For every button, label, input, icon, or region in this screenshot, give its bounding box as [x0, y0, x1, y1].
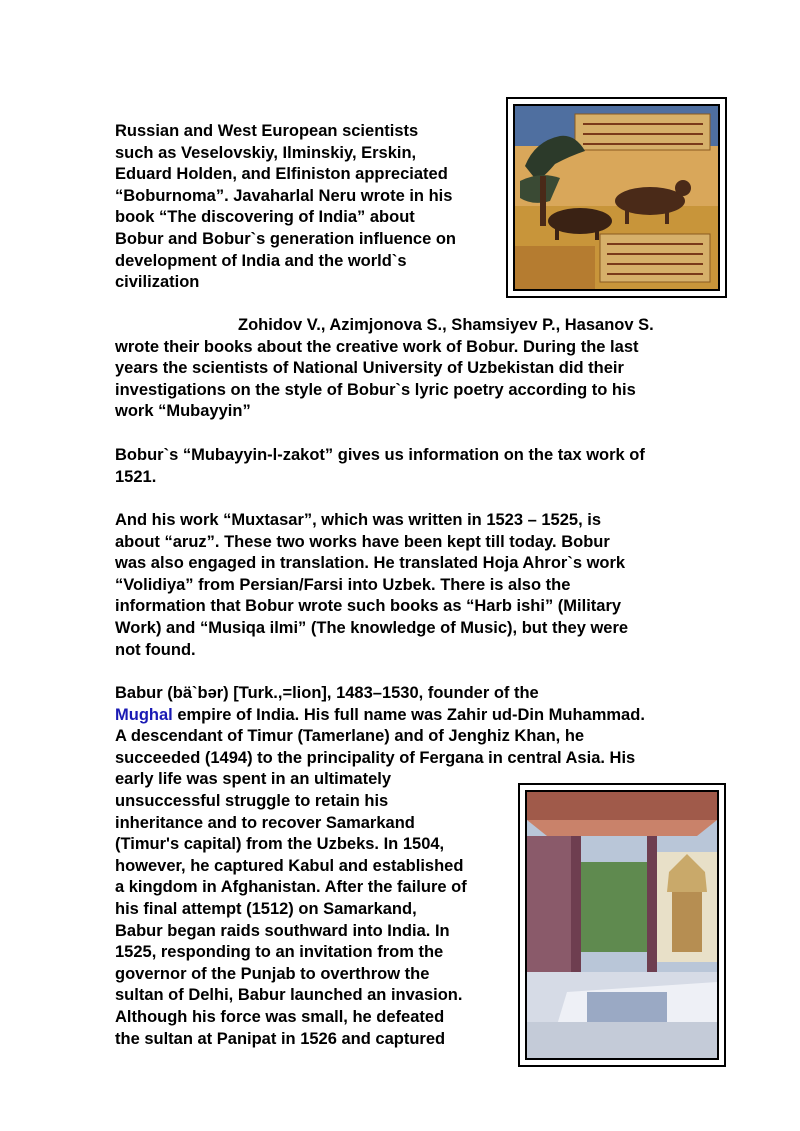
text-line: a kingdom in Afghanistan. After the failure of [115, 878, 467, 897]
pavilion-painting [525, 790, 719, 1060]
miniature-painting-image [515, 106, 718, 289]
text-line: Babur (bä`bər) [Turk.,=lion], 1483–1530, founder of the [115, 684, 539, 702]
text-line: governor of the Punjab to overthrow the [115, 964, 430, 983]
text-fragment: empire of India. His full name was Zahir ud-Din Muhammad. [172, 705, 645, 724]
text-line: unsuccessful struggle to retain his [115, 791, 389, 810]
text-line: inheritance and to recover Samarkand [115, 813, 415, 832]
text-line: Eduard Holden, and Elfiniston appreciated [115, 165, 448, 184]
text-line: (Timur's capital) from the Uzbeks. In 1504, [115, 835, 445, 854]
text-line: development of India and the world`s [115, 251, 407, 270]
text-line: Russian and West European scientists [115, 122, 419, 140]
text-line: “Volidiya” from Persian/Farsi into Uzbek. There is also the [115, 575, 571, 594]
text-line: 1525, responding to an invitation from the [115, 943, 444, 962]
text-line: his final attempt (1512) on Samarkand, [115, 899, 417, 918]
text-line: Work) and “Musiqa ilmi” (The knowledge of Music), but they were [115, 618, 629, 637]
miniature-painting [513, 104, 720, 291]
text-line: about “aruz”. These two works have been kept till today. Bobur [115, 532, 610, 551]
muxtasar-paragraph [115, 510, 628, 661]
mughal-link[interactable]: Mughal [115, 705, 173, 724]
text-line: succeeded (1494) to the principality of Fergana in central Asia. His [115, 748, 636, 767]
text-line: book “The discovering of India” about [115, 208, 415, 227]
text-line: not found. [115, 640, 196, 659]
text-line: Babur began raids southward into India. In [115, 921, 450, 940]
text-line: A descendant of Timur (Tamerlane) and of Jenghiz Khan, he [115, 727, 585, 746]
text-line: investigations on the style of Bobur`s lyric poetry according to his [115, 380, 636, 399]
text-line: Bobur and Bobur`s generation influence on [115, 229, 457, 248]
text-line [115, 705, 645, 727]
text-line: civilization [115, 273, 200, 292]
text-line: work “Mubayyin” [115, 402, 251, 421]
miniature-painting-frame [506, 97, 727, 298]
text-line: Although his force was small, he defeated [115, 1007, 445, 1026]
text-line: such as Veselovskiy, Ilminskiy, Erskin, [115, 143, 417, 162]
pavilion-painting-frame [518, 783, 726, 1067]
text-line: wrote their books about the creative work of Bobur. During the last [115, 337, 639, 356]
mubayyin-paragraph [115, 445, 645, 488]
text-line: sultan of Delhi, Babur launched an invasion. [115, 986, 463, 1005]
text-line: And his work “Muxtasar”, which was written in 1523 – 1525, is [115, 511, 602, 529]
text-line: years the scientists of National University of Uzbekistan did their [115, 359, 624, 378]
text-line: “Boburnoma”. Javaharlal Neru wrote in his [115, 186, 453, 205]
intro-paragraph [115, 121, 456, 294]
pavilion-painting-image [527, 792, 717, 1058]
text-line: the sultan at Panipat in 1526 and captured [115, 1029, 446, 1048]
text-line: however, he captured Kabul and established [115, 856, 464, 875]
text-line: early life was spent in an ultimately [115, 770, 392, 789]
text-line: 1521. [115, 467, 157, 486]
scholars-paragraph [115, 315, 654, 423]
text-line: information that Bobur wrote such books as “Harb ishi” (Military [115, 597, 622, 616]
text-line: Bobur`s “Mubayyin-l-zakot” gives us information on the tax work of [115, 446, 645, 464]
text-line: Zohidov V., Azimjonova S., Shamsiyev P., Hasanov S. [238, 316, 654, 334]
text-line: was also engaged in translation. He translated Hoja Ahror`s work [115, 554, 626, 573]
